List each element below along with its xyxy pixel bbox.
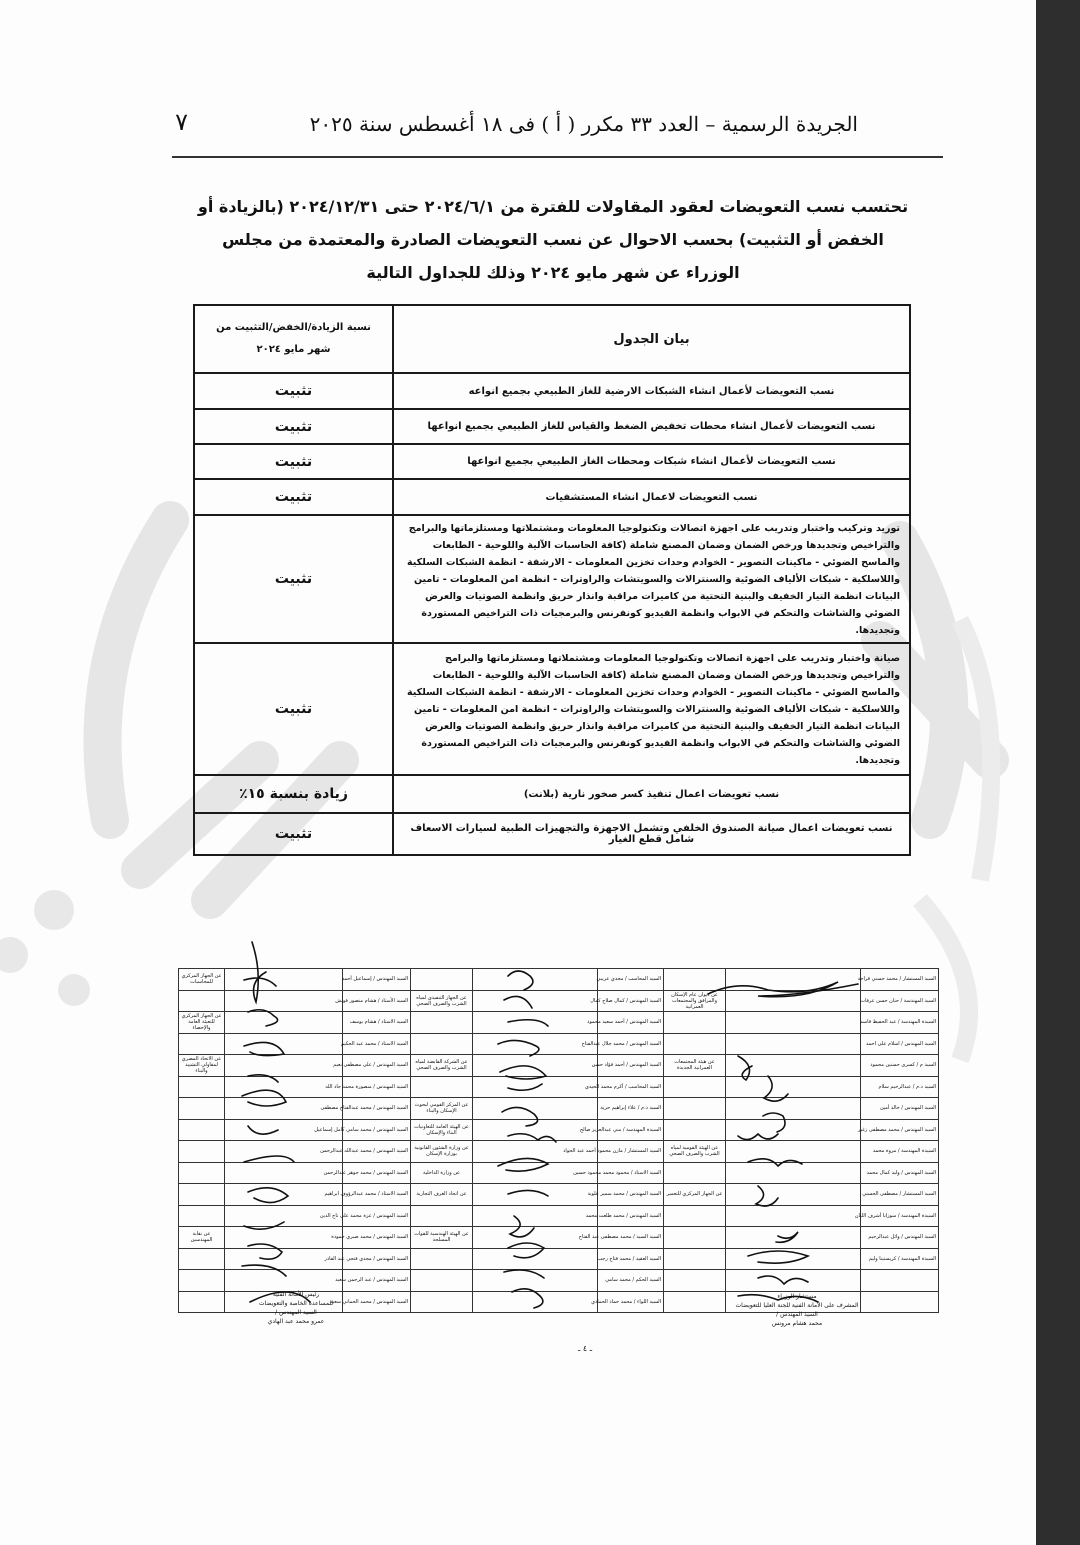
signature-cell xyxy=(726,1205,861,1227)
signatory-organization xyxy=(179,1076,225,1098)
signatory-name: السيد المهندس / إسماعيل أحمد xyxy=(343,969,411,991)
signatory-organization xyxy=(179,1098,225,1120)
row-description: نسب التعويضات لأعمال انشاء محطات تخفيض الضغط والقياس للغاز الطبيعي بجميع انواعها xyxy=(393,409,910,444)
compensation-table xyxy=(193,304,911,856)
table-row xyxy=(194,444,910,479)
signatory-organization xyxy=(664,1076,726,1098)
signatory-name: السيد المهندس / عبد الرحمن سعيد xyxy=(343,1270,411,1292)
signatory-name: السيد الحكم / محمد سامي xyxy=(598,1270,664,1292)
signatory-row xyxy=(179,1141,939,1163)
signatory-name: السيد المحاسب / أكرم محمد الحيدي xyxy=(598,1076,664,1098)
signature-cell xyxy=(473,1012,598,1034)
signature-cell xyxy=(726,1248,861,1270)
signatory-name: السيد المستشار / محمد حسني قراجة xyxy=(861,969,939,991)
signatory-row xyxy=(179,1033,939,1055)
footer-left-title: رئيس الأمانة الفنية xyxy=(272,1291,320,1298)
signatory-organization: عن الجهاز المركزي للتعبئة العامة والإحصاء xyxy=(179,1012,225,1034)
signatory-organization xyxy=(411,1205,473,1227)
signatory-organization: عن اتحاد الغرف التجارية xyxy=(411,1184,473,1206)
row-rate: تثبيت xyxy=(194,409,393,444)
table-header-row xyxy=(194,305,910,373)
signature-cell xyxy=(726,1055,861,1077)
signatory-name: السيد م / كسرى حسنين محمود xyxy=(861,1055,939,1077)
signatory-organization xyxy=(411,1270,473,1292)
signatory-name: السيد المهندس / محمد عبدالفتاح مصطفى xyxy=(343,1098,411,1120)
signatory-name: السيد اللواء / محمد حماد الحمادي xyxy=(598,1291,664,1313)
signatory-row xyxy=(179,1162,939,1184)
signature-cell xyxy=(473,990,598,1012)
signatory-name: السيد المهندس / محمد طلعت محمد xyxy=(598,1205,664,1227)
signatory-name: السيد المهندسة / حنان حسن عرفات xyxy=(861,990,939,1012)
signature-cell xyxy=(225,969,343,991)
signatory-name xyxy=(861,1270,939,1292)
row-rate: تثبيت xyxy=(194,444,393,479)
signature-cell xyxy=(473,1248,598,1270)
header-description: بيان الجدول xyxy=(393,305,910,373)
signatory-organization: عن الاتحاد المصري لمقاولي التشييد والبناء xyxy=(179,1055,225,1077)
signatory-organization: عن وزارة الشئون القانونية بوزارة الإسكان xyxy=(411,1141,473,1163)
signature-cell xyxy=(726,1119,861,1141)
signatory-organization: عن الجهاز التنفيذي لمياه الشرب والصرف الصحي xyxy=(411,990,473,1012)
signatory-name: السيد المهندس / محمد الحماتي سعيد xyxy=(343,1291,411,1313)
signatory-name: السيد المهندس / على مصطفى نعيم xyxy=(343,1055,411,1077)
signature-cell xyxy=(225,990,343,1012)
signatory-name: السيد الاستاذ / محمد عبدالرؤوف ابراهيم xyxy=(343,1184,411,1206)
signatory-organization xyxy=(411,1076,473,1098)
signatory-organization xyxy=(179,1270,225,1292)
signatory-organization xyxy=(664,1227,726,1249)
footer-left-name: عمرو محمد عبد الهادي xyxy=(267,1318,325,1325)
signature-cell xyxy=(473,1119,598,1141)
header-divider xyxy=(172,156,943,158)
signatory-name: السيد المهندس / محمد مصطفى زغير xyxy=(861,1119,939,1141)
signature-cell xyxy=(726,1270,861,1292)
table-row xyxy=(194,813,910,855)
row-description: نسب التعويضات لأعمال انشاء الشبكات الارضية للغاز الطبيعي بجميع انواعه xyxy=(393,373,910,409)
footer-right-role: السيد المهندس / xyxy=(776,1311,818,1318)
signature-cell xyxy=(473,969,598,991)
signatory-name: السيد المهندس / وائل عبدالرحيم xyxy=(861,1227,939,1249)
signatory-organization: عن الهيئة القومية لمياه الشرب والصرف الصحي xyxy=(664,1141,726,1163)
signatory-organization xyxy=(664,1162,726,1184)
footer-right-name: محمد هشام مرونس xyxy=(771,1320,823,1327)
signature-cell xyxy=(726,1141,861,1163)
table-row xyxy=(194,775,910,813)
signature-cell xyxy=(473,1205,598,1227)
signatory-name: السيد المهندس / محمد صبري حمودة xyxy=(343,1227,411,1249)
signatory-name: السيد الاستاذ / محمد عبد الحكيم xyxy=(343,1033,411,1055)
gazette-title: الجريدة الرسمية – العدد ٣٣ مكرر ( أ ) فى ١٨ أغسطس سنة ٢٠٢٥ xyxy=(309,112,858,136)
signatory-name: السيد المستشار / مصطفى الحسني xyxy=(861,1184,939,1206)
signatory-organization: عن الجهاز المركزي للتعمير xyxy=(664,1184,726,1206)
signatory-row xyxy=(179,1205,939,1227)
signatory-organization xyxy=(179,1291,225,1313)
signatory-organization xyxy=(411,1012,473,1034)
header-rate: نسبة الزيادة/الخفض/التثبيت من شهر مايو ٢٠٢٤ xyxy=(194,305,393,373)
signatory-organization xyxy=(179,1119,225,1141)
row-rate: تثبيت xyxy=(194,373,393,409)
signatory-organization: عن هيئة المجتمعات العمرانية الجديدة xyxy=(664,1055,726,1077)
signatory-name: السيد المهندس / وليد كمال محمد xyxy=(861,1162,939,1184)
signature-cell xyxy=(726,969,861,991)
signatory-name: السيد المهندس / كمال صلاح كمال xyxy=(598,990,664,1012)
row-description: نسب تعويضات اعمال صيانة الصندوق الخلفي وتشمل الاجهزة والتجهيزات الطبية لسيارات الاسعاف شامل قطع الغيار xyxy=(393,813,910,855)
signatory-name: السيدة المهندسة / مروة محمد xyxy=(861,1141,939,1163)
row-rate: تثبيت xyxy=(194,515,393,643)
signature-cell xyxy=(726,1076,861,1098)
signatory-organization xyxy=(664,1270,726,1292)
decree-intro-paragraph: تحتسب نسب التعويضات لعقود المقاولات للفترة من ٢٠٢٤/٦/١ حتى ٢٠٢٤/١٢/٣١ (بالزيادة أو الخفض أو التثبيت) بحسب الاحوال عن نسب التعويضات الصادرة والمعتمدة من مجلس الوزراء عن شهر مايو ٢٠٢٤ وذلك للجداول التالية xyxy=(197,197,909,282)
footer-left-body: للمساعدة الخاصة والتعويضات xyxy=(258,1300,334,1307)
signatory-name: السيدة المهندسة / عبد الحفيظ قاسم xyxy=(861,1012,939,1034)
inner-page-mark: ـ ٤ ـ xyxy=(578,1344,593,1353)
table-row xyxy=(194,373,910,409)
signatory-organization xyxy=(179,990,225,1012)
signature-cell xyxy=(726,1184,861,1206)
row-description: نسب تعويضات اعمال تنفيذ كسر صخور نارية (بلانت) xyxy=(393,775,910,813)
gazette-header xyxy=(172,100,942,150)
signatory-name: السيد المهندس / محمد جلال عبدالفتاح xyxy=(598,1033,664,1055)
signature-cell xyxy=(225,1012,343,1034)
signature-cell xyxy=(726,1162,861,1184)
signature-cell xyxy=(726,1227,861,1249)
signature-cell xyxy=(225,1033,343,1055)
row-description: توريد وتركيب واختبار وتدريب على اجهزة اتصالات وتكنولوجيا المعلومات ومشتملاتها ومستلزماتها والبرامج والتراخيص وتجديدها ورخص الضمان وضمان المصنع شاملة (كافة الحاسبات الآلية واللوحية - الطابعات والماسح الضوئي - ماكينات التصوير - الخوادم وحدات تخزين المعلومات - الارشفة - انظمة الشبكات السلكية واللاسلكية - شبكات الألياف الضوئية والسنترالات والسويتشات والراوترات - انظمة امن المعلومات - تامين البيانات انظمة التيار الخفيف والبنية التحتية من كاميرات مراقبة وانذار حريق وانظمة الصوتيات والعرض الضوئي والشاشات والتحكم في الابواب وانظمة الفيديو كونفرنس والبرمجيات ذات التراخيص المستوردة وتجديدها. xyxy=(393,515,910,643)
signatory-name: السيد المهندس / اسلام على احمد xyxy=(861,1033,939,1055)
signatory-organization xyxy=(179,1162,225,1184)
table-row xyxy=(194,515,910,643)
signatory-organization xyxy=(664,969,726,991)
signatory-name: السيد الأستاذ / هشام منصور فوتش xyxy=(343,990,411,1012)
row-description: نسب التعويضات لأعمال انشاء شبكات ومحطات الغاز الطبيعي بجميع انواعها xyxy=(393,444,910,479)
signatory-organization: عن الجهاز المركزي للمحاسبات xyxy=(179,969,225,991)
signatory-organization: عن وزارة الداخلية xyxy=(411,1162,473,1184)
signatory-name: السيد المهندس / خالد أمين xyxy=(861,1098,939,1120)
signatory-organization xyxy=(664,1033,726,1055)
signatory-organization: عن نقابة المهندسين xyxy=(179,1227,225,1249)
signatory-organization xyxy=(664,1012,726,1034)
row-rate: زيادة بنسبة ١٥٪ xyxy=(194,775,393,813)
signatory-organization: عن الهيئة العامة للتعاونيات البناء والإسكان xyxy=(411,1119,473,1141)
signatory-row xyxy=(179,1227,939,1249)
signatory-name: السيد المهندس / مجدي فتحي عبد القادر xyxy=(343,1248,411,1270)
signature-cell xyxy=(473,1291,598,1313)
signature-cell xyxy=(473,1098,598,1120)
table-row xyxy=(194,643,910,775)
signature-cell xyxy=(726,1098,861,1120)
signatory-name: السيد المهندس / أحمد فؤاد حسن xyxy=(598,1055,664,1077)
footer-right-signatory xyxy=(712,1292,882,1328)
signatories-table xyxy=(178,968,939,1313)
signature-cell xyxy=(726,1012,861,1034)
row-description: صيانة واختبار وتدريب على اجهزة اتصالات وتكنولوجيا المعلومات ومشتملاتها ومستلزماتها والبرامج والتراخيص وتجديدها ورخص الضمان وضمان المصنع شاملة (كافة الحاسبات الآلية واللوحية - الطابعات والماسح الضوئي - ماكينات التصوير - الخوادم وحدات تخزين المعلومات - الارشفة - انظمة الشبكات السلكية واللاسلكية - شبكات الألياف الضوئية والسنترالات والسويتشات والراوترات - انظمة امن المعلومات - تامين البيانات انظمة التيار الخفيف والبنية التحتية من كاميرات مراقبة وانذار حريق وانظمة الصوتيات والعرض الضوئي والشاشات والتحكم في الابواب وانظمة الفيديو كونفرنس والبرمجيات ذات التراخيص المستوردة وتجديدها. xyxy=(393,643,910,775)
table-row xyxy=(194,479,910,515)
signature-cell xyxy=(473,1055,598,1077)
signatory-organization xyxy=(664,1119,726,1141)
signature-cell xyxy=(473,1033,598,1055)
footer-right-title: مستشار الوزراء xyxy=(777,1293,817,1300)
signatory-row xyxy=(179,990,939,1012)
signatory-name: السيد المهندس / أحمد سعيد محمود xyxy=(598,1012,664,1034)
signatory-organization: عن ديوان عام الإسكان والمرافق والمجتمعات العمرانية xyxy=(664,990,726,1012)
signatory-name: السيد المستشار / مازن محمود أحمد عبد الجواد xyxy=(598,1141,664,1163)
signature-cell xyxy=(473,1076,598,1098)
signatory-name: السيد د.م / عبدالرحيم سلام xyxy=(861,1076,939,1098)
signatory-name: السيد العقيد / محمد فتاح رجب xyxy=(598,1248,664,1270)
signatory-row xyxy=(179,1184,939,1206)
page-number: ٧ xyxy=(175,108,188,136)
signature-cell xyxy=(726,990,861,1012)
signatory-row xyxy=(179,1098,939,1120)
signatory-name: السيد المهندس / محمد عبدالله عبدالرحمن xyxy=(343,1141,411,1163)
signatory-organization xyxy=(179,1184,225,1206)
signatory-organization: عن الهيئة الهندسية للقوات المسلحة xyxy=(411,1227,473,1249)
signatory-organization xyxy=(664,1205,726,1227)
signatory-organization xyxy=(179,1141,225,1163)
signatory-name: السيد المهندس / محمد سمير علوبة xyxy=(598,1184,664,1206)
signatory-name: السيدة المهندسة / كريستينا وليم xyxy=(861,1248,939,1270)
footer-left-role: السيد المهندس / xyxy=(275,1309,317,1316)
signatory-row xyxy=(179,1248,939,1270)
signature-cell xyxy=(225,1055,343,1077)
row-description: نسب التعويضات لاعمال انشاء المستشفيات xyxy=(393,479,910,515)
signatory-organization xyxy=(411,1033,473,1055)
row-rate: تثبيت xyxy=(194,479,393,515)
signatory-row xyxy=(179,969,939,991)
signatory-name: السيد المهندس / عزة محمد على تاج الدين xyxy=(343,1205,411,1227)
signatory-name: السيدة المهندسة / سوزانا أشرف اللبان xyxy=(861,1205,939,1227)
signatory-row xyxy=(179,1055,939,1077)
signatory-name: السيد المهندس / محمد سامي كامل إسماعيل xyxy=(343,1119,411,1141)
signatory-row xyxy=(179,1270,939,1292)
signatory-row xyxy=(179,1119,939,1141)
signatory-organization xyxy=(411,1291,473,1313)
signatory-name: السيد السيد / محمد مصطفى عبد الفتاح xyxy=(598,1227,664,1249)
signatory-name: السيد الاستاذ / هشام يوسف xyxy=(343,1012,411,1034)
signatory-organization xyxy=(411,969,473,991)
signatory-row xyxy=(179,1076,939,1098)
signatory-name: السيد الاستاذ / محمود محمد محمود حسين xyxy=(598,1162,664,1184)
signatory-name: السيد المحاسب / مجدي عريبي xyxy=(598,969,664,991)
signature-cell xyxy=(473,1270,598,1292)
signatory-organization xyxy=(179,1248,225,1270)
signatory-name: السيدة المهندسة / مني عبدالعزيز صالح xyxy=(598,1119,664,1141)
footer-left-signatory xyxy=(226,1290,366,1326)
row-rate: تثبيت xyxy=(194,813,393,855)
signature-cell xyxy=(473,1184,598,1206)
signatory-organization: عن الشركة القابضة لمياه الشرب والصرف الصحي xyxy=(411,1055,473,1077)
signature-cell xyxy=(726,1033,861,1055)
signatory-name: السيد المهندس / محمد جوهر عبدالرحمن xyxy=(343,1162,411,1184)
signatory-name: السيد د.م / علاء إبراهيم حرية xyxy=(598,1098,664,1120)
row-rate: تثبيت xyxy=(194,643,393,775)
signatory-organization xyxy=(664,1098,726,1120)
signature-cell xyxy=(225,1270,343,1292)
signatory-name: السيد المهندس / منصورة محمد جاد الله xyxy=(343,1076,411,1098)
signatory-organization: عن المركز القومي لبحوث الإسكان والبناء xyxy=(411,1098,473,1120)
footer-right-body: المشرف على الأمانة الفنية للجنة العليا للتعويضات xyxy=(735,1302,859,1309)
signatory-organization xyxy=(411,1248,473,1270)
viewer-edge-strip xyxy=(1036,0,1080,1545)
signatory-organization xyxy=(179,1033,225,1055)
table-row xyxy=(194,409,910,444)
signatory-row xyxy=(179,1012,939,1034)
signatory-organization xyxy=(664,1248,726,1270)
signature-cell xyxy=(225,1227,343,1249)
signatory-organization xyxy=(179,1205,225,1227)
